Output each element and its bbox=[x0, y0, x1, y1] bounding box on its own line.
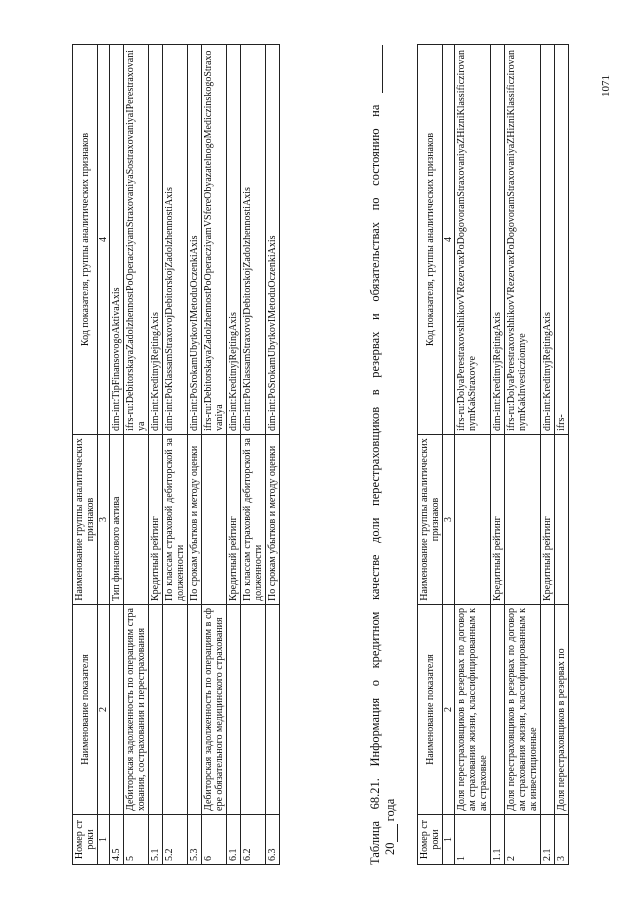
row-number-cell: 1.1 bbox=[491, 815, 505, 865]
table-row bbox=[163, 45, 188, 865]
group-name-cell: Кредитный рейтинг bbox=[149, 435, 163, 605]
table-row bbox=[505, 45, 541, 865]
column-number: 3 bbox=[98, 435, 110, 605]
table-row bbox=[491, 45, 505, 865]
header-row-number: Номер строки bbox=[418, 815, 443, 865]
table-row bbox=[188, 45, 202, 865]
group-name-cell bbox=[124, 435, 149, 605]
header-code: Код показателя, группы аналитических признаков bbox=[73, 45, 98, 435]
group-name-cell: По срокам убытков и методу оценки bbox=[266, 435, 280, 605]
indicator-name-cell: Доля перестраховщиков в резервах по договорам страхования жизни, классифицированным как страховые bbox=[455, 605, 491, 815]
code-cell: dim-int:KreditnyjRejtingAxis bbox=[491, 45, 505, 435]
code-cell: dim-int:KreditnyjRejtingAxis bbox=[541, 45, 555, 435]
table-row bbox=[202, 45, 227, 865]
table-row bbox=[241, 45, 266, 865]
row-number-cell: 5.2 bbox=[163, 815, 188, 865]
row-number-cell: 6.3 bbox=[266, 815, 280, 865]
code-cell: ifrs-ru:DebitorskayaZadolzhennostPoOperacziyamStraxovaniyaSostraxovaniyaIPerestraxovaniya bbox=[124, 45, 149, 435]
indicator-table-bottom bbox=[417, 44, 569, 865]
row-number-cell: 5 bbox=[124, 815, 149, 865]
column-number: 2 bbox=[98, 605, 110, 815]
row-number-cell: 3 bbox=[555, 815, 569, 865]
column-number: 1 bbox=[98, 815, 110, 865]
group-name-cell bbox=[505, 435, 541, 605]
column-number-row bbox=[98, 45, 110, 865]
group-name-cell bbox=[455, 435, 491, 605]
indicator-name-cell bbox=[241, 605, 266, 815]
column-number: 4 bbox=[443, 45, 455, 435]
row-number-cell: 1 bbox=[455, 815, 491, 865]
table-row bbox=[455, 45, 491, 865]
row-number-cell: 2 bbox=[505, 815, 541, 865]
table-body bbox=[110, 45, 280, 865]
indicator-name-cell: Доля перестраховщиков в резервах по договорам страхования жизни, классифицированным как инвестиционные bbox=[505, 605, 541, 815]
header-group-name: Наименование группы аналитических признаков bbox=[73, 435, 98, 605]
code-cell: ifrs-ru:DolyaPerestraxovshhikovVRezervaxPoDogovoramStraxovaniyaZHizniKlassificzirovannymKakInvesticzionnye bbox=[505, 45, 541, 435]
table-header-row bbox=[73, 45, 98, 865]
indicator-name-cell bbox=[266, 605, 280, 815]
table-row bbox=[124, 45, 149, 865]
group-name-cell: Тип финансового актива bbox=[110, 435, 124, 605]
code-cell: dim-int:PoKlassamStraxovojDebitorskojZadolzhennostiAxis bbox=[241, 45, 266, 435]
year-suffix: года bbox=[383, 798, 397, 822]
header-indicator-name: Наименование показателя bbox=[73, 605, 98, 815]
group-name-cell bbox=[202, 435, 227, 605]
indicator-name-cell: Дебиторская задолженность по операциям страхования, сострахования и перестрахования bbox=[124, 605, 149, 815]
group-name-cell: Кредитный рейтинг bbox=[541, 435, 555, 605]
code-cell: dim-int:PoSrokamUbytkovIMetoduOczenkiAxis bbox=[188, 45, 202, 435]
table-row bbox=[555, 45, 569, 865]
code-cell: ifrs- bbox=[555, 45, 569, 435]
group-name-cell: По срокам убытков и методу оценки bbox=[188, 435, 202, 605]
column-number: 1 bbox=[443, 815, 455, 865]
row-number-cell: 6.2 bbox=[241, 815, 266, 865]
rotated-content bbox=[72, 45, 632, 865]
column-number: 2 bbox=[443, 605, 455, 815]
indicator-table-top bbox=[72, 44, 280, 865]
column-number: 3 bbox=[443, 435, 455, 605]
table-row bbox=[541, 45, 555, 865]
code-cell: ifrs-ru:DolyaPerestraxovshhikovVRezervaxPoDogovoramStraxovaniyaZHizniKlassificzirovannymKakStraxovye bbox=[455, 45, 491, 435]
indicator-name-cell bbox=[491, 605, 505, 815]
indicator-name-cell bbox=[149, 605, 163, 815]
row-number-cell: 5.3 bbox=[188, 815, 202, 865]
indicator-name-cell bbox=[188, 605, 202, 815]
page-number: 1071 bbox=[600, 75, 612, 97]
caption-text: Таблица 68.21. Информация о кредитном качестве доли перестраховщиков в резервах и обязательствах по состоянию на bbox=[368, 104, 382, 865]
indicator-name-cell bbox=[227, 605, 241, 815]
group-name-cell: Кредитный рейтинг bbox=[491, 435, 505, 605]
indicator-name-cell: Дебиторская задолженность по операциям в сфере обязательного медицинского страхования bbox=[202, 605, 227, 815]
table-caption bbox=[368, 45, 398, 865]
group-name-cell: Кредитный рейтинг bbox=[227, 435, 241, 605]
column-number-row bbox=[443, 45, 455, 865]
year-prefix: 20 bbox=[383, 842, 397, 855]
table-row bbox=[227, 45, 241, 865]
code-cell: dim-int:KreditnyjRejtingAxis bbox=[227, 45, 241, 435]
indicator-name-cell bbox=[541, 605, 555, 815]
header-indicator-name: Наименование показателя bbox=[418, 605, 443, 815]
header-row-number: Номер строки bbox=[73, 815, 98, 865]
table-row bbox=[110, 45, 124, 865]
row-number-cell: 6 bbox=[202, 815, 227, 865]
row-number-cell: 5.1 bbox=[149, 815, 163, 865]
code-cell: dim-int:KreditnyjRejtingAxis bbox=[149, 45, 163, 435]
header-code: Код показателя, группы аналитических признаков bbox=[418, 45, 443, 435]
indicator-name-cell bbox=[163, 605, 188, 815]
code-cell: dim-int:PoKlassamStraxovojDebitorskojZadolzhennostiAxis bbox=[163, 45, 188, 435]
column-number: 4 bbox=[98, 45, 110, 435]
indicator-name-cell: Доля перестраховщиков в резервах по bbox=[555, 605, 569, 815]
group-name-cell: По классам страховой дебиторской задолженности bbox=[241, 435, 266, 605]
table-row bbox=[149, 45, 163, 865]
year-blank bbox=[385, 825, 398, 843]
group-name-cell bbox=[555, 435, 569, 605]
row-number-cell: 2.1 bbox=[541, 815, 555, 865]
table-row bbox=[266, 45, 280, 865]
date-blank bbox=[370, 45, 383, 93]
code-cell: dim-int:TipFinansovogoAktivaAxis bbox=[110, 45, 124, 435]
code-cell: dim-int:PoSrokamUbytkovIMetoduOczenkiAxis bbox=[266, 45, 280, 435]
row-number-cell: 6.1 bbox=[227, 815, 241, 865]
row-number-cell: 4.5 bbox=[110, 815, 124, 865]
code-cell: ifrs-ru:DebitorskayaZadolzhennostPoOperacziyamVSfereObyazatelnogoMediczinskogoStraxovaniya bbox=[202, 45, 227, 435]
table-body bbox=[455, 45, 569, 865]
indicator-name-cell bbox=[110, 605, 124, 815]
header-group-name: Наименование группы аналитических признаков bbox=[418, 435, 443, 605]
table-header-row bbox=[418, 45, 443, 865]
group-name-cell: По классам страховой дебиторской задолженности bbox=[163, 435, 188, 605]
